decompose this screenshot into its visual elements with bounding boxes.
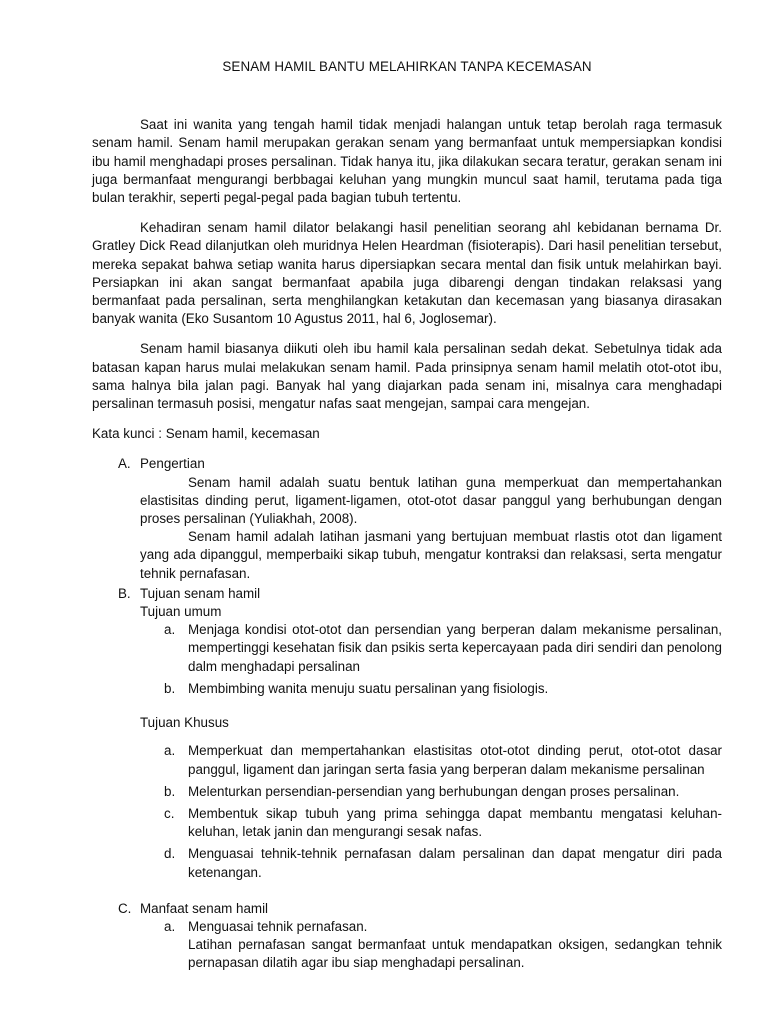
- item-text: Membimbing wanita menuju suatu persalinan yang fisiologis.: [188, 680, 549, 696]
- paragraph-history: Kehadiran senam hamil dilator belakangi hasil penelitian seorang ahl kebidanan bernama Dr. Gratley Dick Read dilanjutkan oleh muridnya Helen Heardman (fisioterapis). Dari hasil penelitian tersebut, mereka sepakat bahwa setiap wanita harus dipersiapkan secara mental dan fisik untuk melahirkan bayi. Persiapkan ini akan sangat bermanfaat apabila juga dibarengi dengan tindakan relaksasi yang bermanfaat pada persalinan, serta menghilangkan ketakutan dan kecemasan yang biasanya dirasakan banyak wanita (Eko Susantom 10 Agustus 2011, hal 6, Joglosemar).: [92, 220, 722, 327]
- paragraph-intro: Saat ini wanita yang tengah hamil tidak menjadi halangan untuk tetap berolah raga termasuk senam hamil. Senam hamil merupakan gerakan senam yang bermanfaat untuk mempersiapkan kondisi ibu hamil menghadapi proses persalinan. Tidak hanya itu, jika dilakukan secara teratur, gerakan senam ini juga bermanfaat mengurangi berbbagai keluhan yang mungkin muncul saat hamil, terutama pada tiga bulan terakhir, seperti pegal-pegal pada bagian tubuh tertentu.: [92, 117, 722, 206]
- item-marker: d.: [164, 846, 176, 862]
- item-detail: Latihan pernafasan sangat bermanfaat untuk mendapatkan oksigen, sedangkan tehnik pernapasan dilatih agar ibu siap menghadapi persalinan.: [188, 937, 722, 971]
- item-marker: a.: [164, 743, 176, 759]
- list-item: [140, 783, 722, 801]
- list-item: [140, 680, 722, 698]
- item-text: Menjaga kondisi otot-otot dan persendian yang berperan dalam mekanisme persalinan, mempertinggi kesehatan fisik dan psikis serta kepercayaan pada diri sendiri dan penolong dalm menghadapi persalinan: [188, 622, 722, 674]
- section-marker: A.: [118, 456, 131, 472]
- list-item: [140, 742, 722, 778]
- section-heading: Tujuan senam hamil: [140, 585, 261, 601]
- item-marker: a.: [164, 622, 176, 638]
- section-marker: C.: [118, 900, 132, 916]
- item-text: Memperkuat dan mempertahankan elastisitas otot-otot dinding perut, otot-otot dasar panggul, ligament dan jaringan serta fasia yang berperan dalam mekanisme persalinan: [188, 743, 722, 777]
- page-title: SENAM HAMIL BANTU MELAHIRKAN TANPA KECEMASAN: [222, 59, 592, 74]
- section-pengertian: [92, 455, 722, 582]
- item-text: Membentuk sikap tubuh yang prima sehingga dapat membantu mengatasi keluhan-keluhan, letak janin dan mengurangi sesak nafas.: [188, 805, 722, 840]
- manfaat-list: [140, 918, 722, 973]
- item-marker: b.: [164, 680, 176, 696]
- paragraph-practice: Senam hamil biasanya diikuti oleh ibu hamil kala persalinan sedah dekat. Sebetulnya tidak ada batasan kapan harus mulai melakukan senam hamil. Pada prinsipnya senam hamil melatih otot-otot ibu, sama halnya bila jalan pagi. Banyak hal yang diajarkan pada senam ini, misalnya cara menghadapi persalinan termasuh posisi, mengatur nafas saat mengejan, sampai cara mengejan.: [92, 341, 722, 412]
- keywords-line: Kata kunci : Senam hamil, kecemasan: [92, 426, 320, 442]
- section-heading: Pengertian: [140, 456, 205, 472]
- item-marker: b.: [164, 783, 176, 799]
- list-item: [140, 805, 722, 841]
- definition-paragraph: Senam hamil adalah suatu bentuk latihan guna memperkuat dan mempertahankan elastisitas dinding perut, ligament-ligamen, otot-otot dasar panggul yang berhubungan dengan proses persalinan (Yuliakhah, 2008).: [140, 474, 722, 527]
- tujuan-umum-list: [140, 621, 722, 698]
- section-marker: B.: [118, 585, 131, 601]
- item-marker: a.: [164, 918, 176, 934]
- definition-paragraph: Senam hamil adalah latihan jasmani yang bertujuan membuat rlastis otot dan ligament yang ada dipanggul, memperbaiki sikap tubuh, mengatur kontraksi dan relaksasi, serta mengatur tehnik pernafasan.: [140, 529, 722, 581]
- item-marker: c.: [164, 805, 175, 821]
- item-text: Menguasai tehnik-tehnik pernafasan dalam persalinan dan dapat mengatur diri pada ketenangan.: [188, 846, 722, 880]
- list-item: [140, 918, 722, 936]
- section-manfaat: [92, 900, 722, 973]
- item-text: Menguasai tehnik pernafasan.: [188, 918, 368, 934]
- subheading-tujuan-umum: Tujuan umum: [140, 604, 222, 620]
- item-text: Melenturkan persendian-persendian yang berhubungan dengan proses persalinan.: [188, 783, 680, 799]
- list-item: [140, 845, 722, 881]
- section-tujuan: [92, 585, 722, 882]
- section-heading: Manfaat senam hamil: [140, 900, 269, 916]
- document-page: [92, 58, 722, 973]
- tujuan-khusus-list: [140, 742, 722, 881]
- subheading-tujuan-khusus: Tujuan Khusus: [140, 715, 229, 731]
- list-item: [140, 621, 722, 676]
